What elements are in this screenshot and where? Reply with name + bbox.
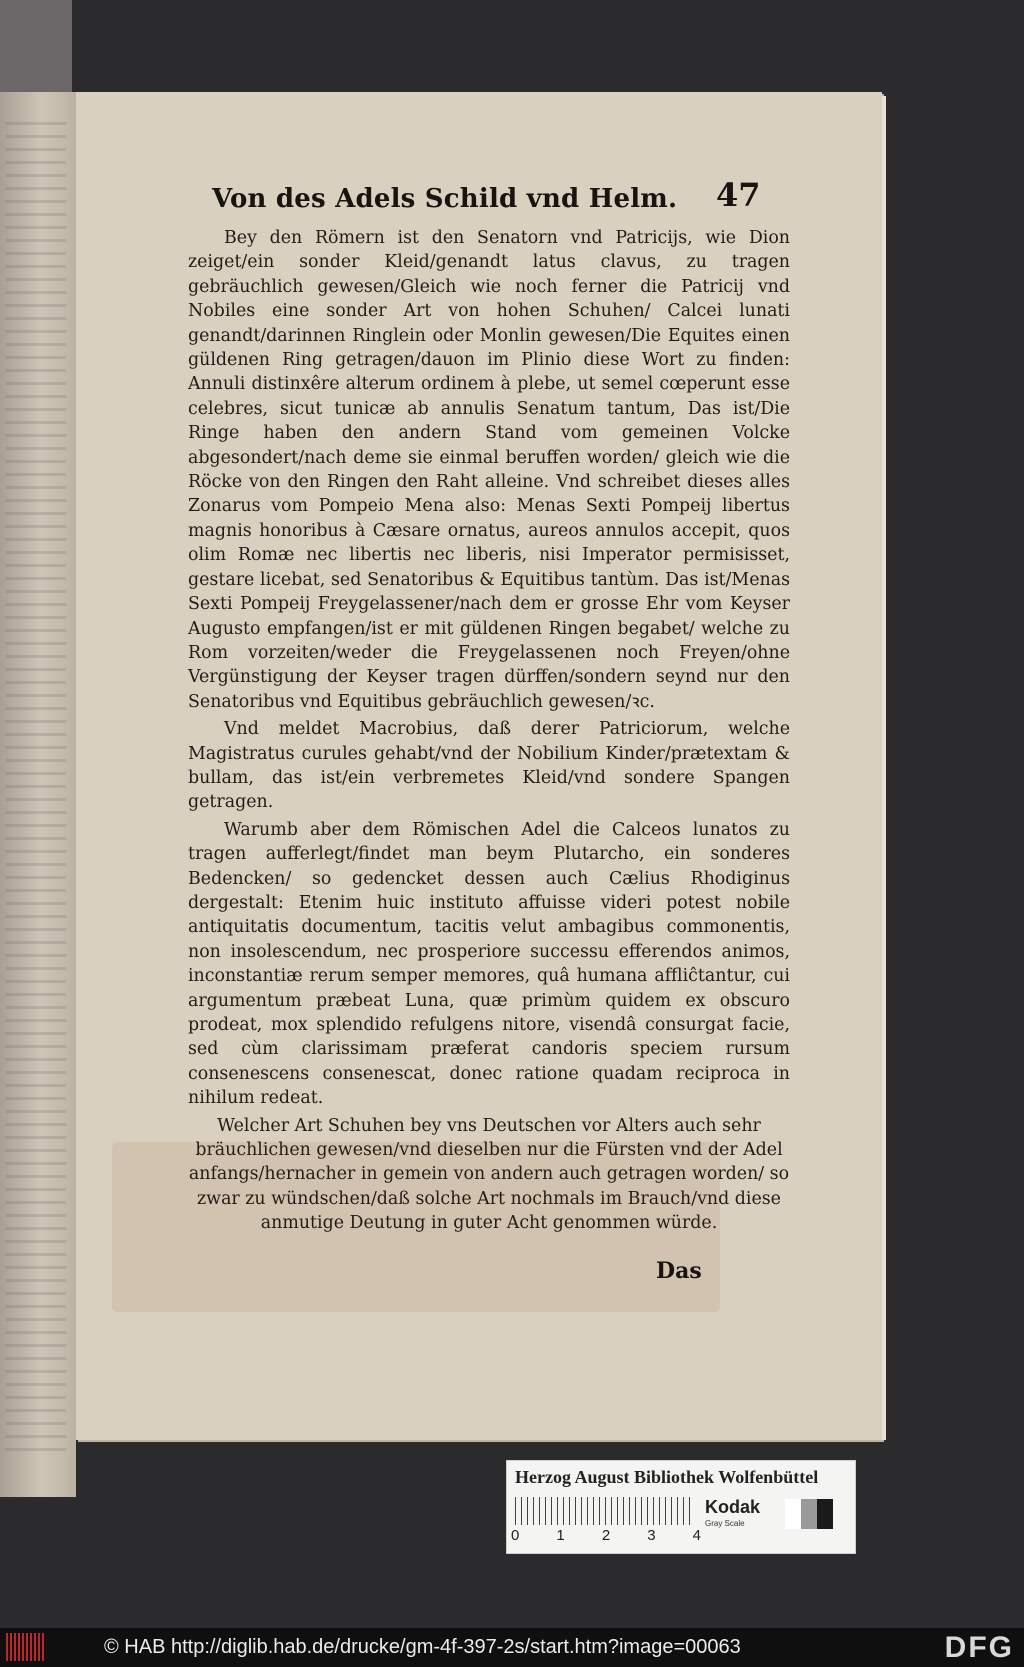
document-page [76, 92, 882, 1440]
scale-ruler [515, 1497, 695, 1525]
dfg-logo: DFG [944, 1631, 1014, 1664]
paragraph-conclusion: Welcher Art Schuhen bey vns Deutschen vor Alters auch sehr bräuchlichen gewesen/vnd dieselben nur die Fürsten vnd der Adel anfangs/hernacher in gemein von andern auch getragen worden/ so zwar zu wündschen/daß solche Art nochmals im Brauch/vnd diese anmutige Deutung in guter Acht genommen würde. [188, 1115, 790, 1234]
gray-swatch-mid [801, 1499, 817, 1529]
footer-url[interactable]: © HAB http://diglib.hab.de/drucke/gm-4f-397-2s/start.htm?image=00063 [104, 1636, 741, 1658]
kodak-logo: Kodak [705, 1497, 761, 1517]
paragraph-macrobius: Vnd meldet Macrobius, daß derer Patriciorum, welche Magistratus curules gehabt/vnd der Nobilium Kinder/prætextam & bullam, das ist/ein verbremetes Kleid/vnd sondere Spangen getragen. [188, 719, 790, 813]
footer-bar [0, 1628, 1024, 1667]
ruler-numbers [511, 1527, 701, 1544]
ruler-number: 0 [511, 1527, 520, 1544]
page-number: 47 [716, 176, 761, 214]
facing-page-edge [0, 92, 76, 1497]
library-name: Herzog August Bibliothek Wolfenbüttel [515, 1467, 819, 1487]
dark-background-top-left [0, 0, 72, 92]
ruler-number: 3 [647, 1527, 656, 1544]
facing-page-text-edge [6, 112, 66, 1457]
grayscale-label: Gray Scale [705, 1519, 745, 1528]
gray-swatch-black [817, 1499, 833, 1529]
body-text [188, 226, 790, 1239]
barcode-icon [6, 1633, 46, 1661]
catchword: Das [656, 1258, 702, 1284]
gray-swatch-white [785, 1499, 801, 1529]
paragraph-romans: Bey den Römern ist den Senatorn vnd Patricijs, wie Dion zeiget/ein sonder Kleid/genandt latus clavus, zu tragen gebräuchlich gewesen/Gleich wie noch ferner die Patricij vnd Nobiles eine sonder Art von hohen Schuhen/ Calcei lunati genandt/darinnen Ringlein oder Monlin gewesen/Die Equites einen güldenen Ring getragen/dauon im Plinio diese Wort zu finden: Annuli distinxêre alterum ordinem à plebe, ut semel cœperunt esse celebres, sicut tunicæ ab annulis Senatum tantum, Das ist/Die Ringe haben den andern Stand vom gemeinen Volcke abgesondert/nach deme sie einmal beruffen worden/ gleich wie die Röcke von den Ringen den Raht alleine. Vnd schreibet dieses alles Zonarus vom Pompeio Mena also: Menas Sexti Pompeij libertus magnis honoribus à Cæsare ornatus, aureos annulos accepit, quos olim Romæ nec libertis nec liberis, nisi Imperator permisisset, gestare licebat, sed Senatoribus & Equitibus tantùm. Das ist/Menas Sexti Pompeij Freygelassener/nach dem er grosse Ehr vom Keyser Augusto empfangen/ist er mit güldenen Ringen begabet/ welche zu Rom vorzeiten/weder die Freygelassenen noch Freyen/ohne Vergünstigung der Keyser tragen dürffen/sondern seynd nur den Senatoribus vnd Equitibus gebräuchlich gewesen/ꝛc. [188, 228, 790, 712]
color-calibration-card [506, 1460, 856, 1554]
running-head: Von des Adels Schild vnd Helm. [212, 184, 678, 214]
ruler-number: 2 [601, 1527, 611, 1544]
paragraph-calceos: Warumb aber dem Römischen Adel die Calceos lunatos zu tragen aufferlegt/findet man beym Plutarcho, ein sonderes Bedencken/ so gedencket dessen auch Cælius Rhodiginus dergestalt: Etenim huic instituto affuisse videri potest nobile antiquitatis documentum, tacitis velut ambagibus commonentis, non insolescendum, nec prosperiore successu efferendos animos, inconstantiæ rerum semper memores, quâ humana affliĉtantur, cui argumentum præbeat Luna, quæ primùm quidem ex obscuro prodeat, mox splendido refulgens nitore, visendâ consurgat facie, sed cùm clarissimam præferat candoris speciem rursum consenescens consenescat, donec ratione quadam reciproca in nihilum redeat. [188, 819, 790, 1109]
ruler-number: 1 [556, 1527, 565, 1544]
ruler-number: 4 [692, 1527, 701, 1544]
